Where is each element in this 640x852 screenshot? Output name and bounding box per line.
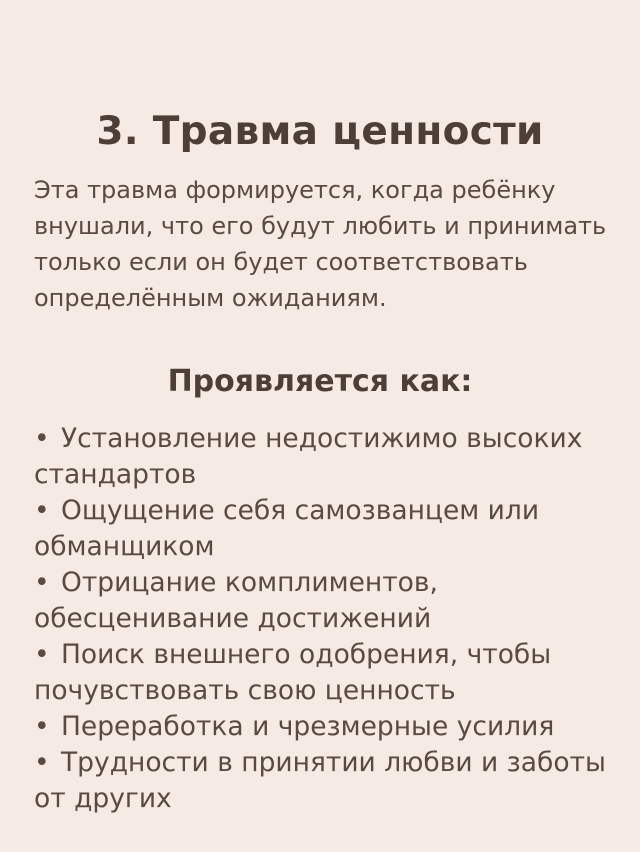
list-item-text: Переработка и чрезмерные усилия bbox=[61, 711, 555, 742]
list-item-text: Ощущение себя самозванцем или обманщиком bbox=[34, 495, 540, 562]
list-item-text: Отрицание комплиментов, обесценивание достижений bbox=[34, 567, 438, 634]
manifestations-list bbox=[34, 421, 624, 817]
list-item bbox=[34, 637, 624, 709]
list-item bbox=[34, 421, 624, 493]
list-item-text: Поиск внешнего одобрения, чтобы почувствовать свою ценность bbox=[34, 639, 552, 706]
bullet-icon: • bbox=[34, 711, 50, 742]
slide-title: 3. Травма ценности bbox=[96, 109, 544, 154]
bullet-icon: • bbox=[34, 747, 50, 778]
list-item bbox=[34, 493, 624, 565]
bullet-icon: • bbox=[34, 567, 50, 598]
list-item bbox=[34, 709, 624, 745]
bullet-icon: • bbox=[34, 639, 50, 670]
list-item-text: Установление недостижимо высоких стандартов bbox=[34, 423, 583, 490]
list-item-text: Трудности в принятии любви и заботы от других bbox=[34, 747, 606, 814]
manifestations-heading: Проявляется как: bbox=[167, 364, 473, 399]
list-item bbox=[34, 565, 624, 637]
list-item bbox=[34, 745, 624, 817]
bullet-icon: • bbox=[34, 495, 50, 526]
bullet-icon: • bbox=[34, 423, 50, 454]
intro-paragraph: Эта травма формируется, когда ребёнку внушали, что его будут любить и принимать только если он будет соответствовать определённым ожиданиям. bbox=[34, 176, 607, 312]
